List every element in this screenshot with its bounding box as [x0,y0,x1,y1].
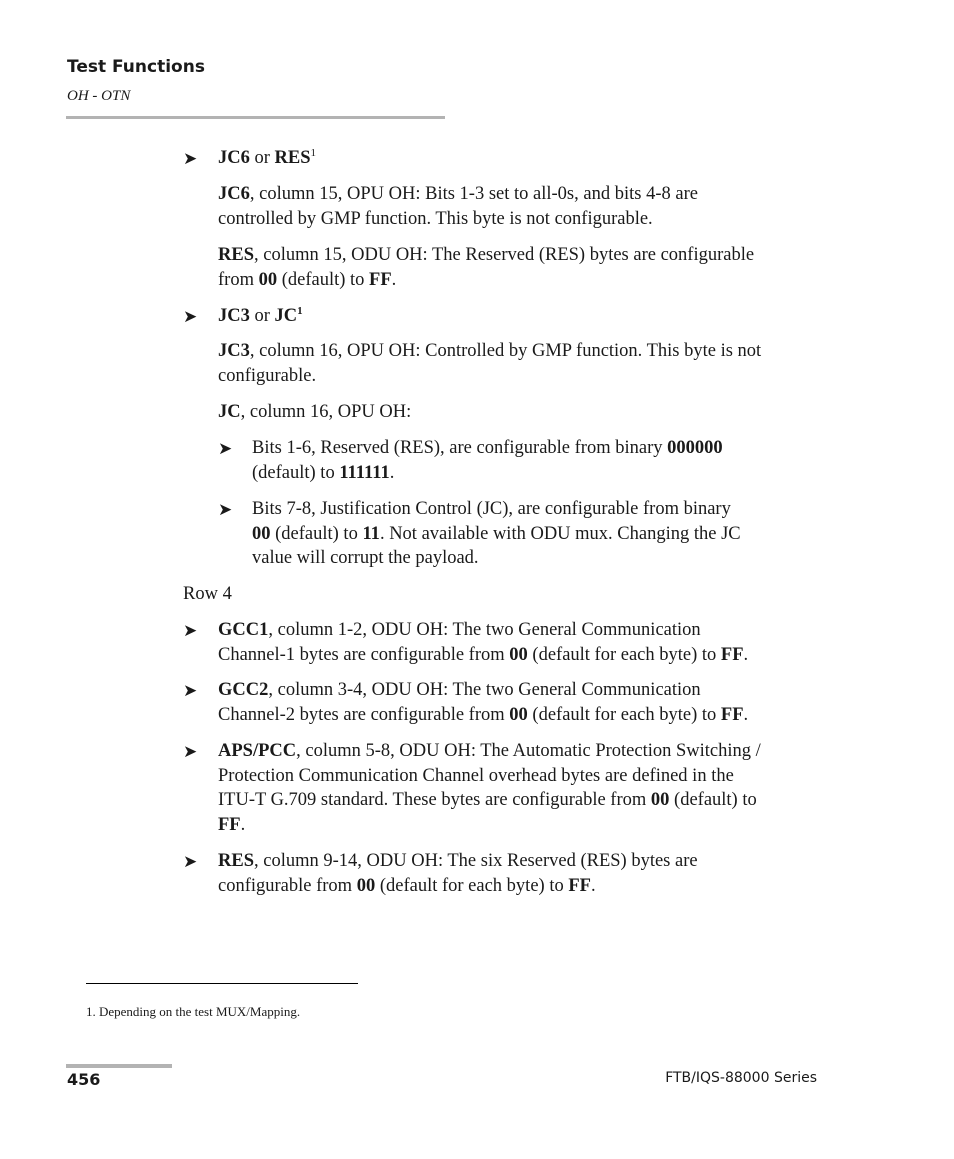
product-series: FTB/IQS-88000 Series [665,1070,817,1086]
bullet-arrow-icon: ➤ [183,621,198,640]
page-number: 456 [67,1070,101,1089]
jc-bits-1-6: Bits 1-6, Reserved (RES), are configurable from binary 000000 (default) to 111111. [252,438,723,483]
row-4-label: Row 4 [183,584,232,604]
header-divider [66,116,445,119]
bullet-arrow-icon: ➤ [183,742,198,761]
res-description: RES, column 15, ODU OH: The Reserved (RES) bytes are configurable from 00 (default) to FF. [218,245,755,290]
section-title: Test Functions [67,57,205,77]
section-subtitle: OH - OTN [67,88,131,104]
gcc1-description: GCC1, column 1-2, ODU OH: The two General Communication Channel-1 bytes are configurable from 00 (default for each byte) to FF. [218,620,749,665]
jc6-description: JC6, column 15, OPU OH: Bits 1-3 set to all-0s, and bits 4-8 are controlled by GMP function. This byte is not configurable. [218,184,698,229]
bullet-arrow-icon: ➤ [183,681,198,700]
res-row4-description: RES, column 9-14, ODU OH: The six Reserved (RES) bytes are configurable from 00 (default for each byte) to FF. [218,851,698,896]
jc-bits-7-8: Bits 7-8, Justification Control (JC), are configurable from binary 00 (default) to 11. Not available with ODU mux. Changing the JC value will corrupt the payload. [252,499,741,568]
bullet-arrow-icon: ➤ [218,500,233,519]
jc3-description: JC3, column 16, OPU OH: Controlled by GMP function. This byte is not configurable. [218,341,762,386]
item-heading-jc3-jc: JC3 or $JC^1$ [218,304,303,326]
bullet-arrow-icon: ➤ [218,439,233,458]
footnote-divider [86,983,358,984]
footer-divider [66,1064,172,1068]
footnote: 1. Depending on the test MUX/Mapping. [86,1004,301,1019]
gcc2-description: GCC2, column 3-4, ODU OH: The two General Communication Channel-2 bytes are configurable from 00 (default for each byte) to FF. [218,680,749,725]
bullet-arrow-icon: ➤ [183,852,198,871]
bullet-arrow-icon: ➤ [183,307,198,326]
bullet-arrow-icon: ➤ [183,149,198,168]
item-heading-jc6-res: JC6 or RES$^1$ [218,146,317,168]
aps-pcc-description: APS/PCC, column 5-8, ODU OH: The Automatic Protection Switching / Protection Communication Channel overhead bytes are defined in the ITU-T G.709 standard. These bytes are configurable from 00 (default) to FF. [218,741,761,835]
jc-description: JC, column 16, OPU OH: [218,402,412,422]
